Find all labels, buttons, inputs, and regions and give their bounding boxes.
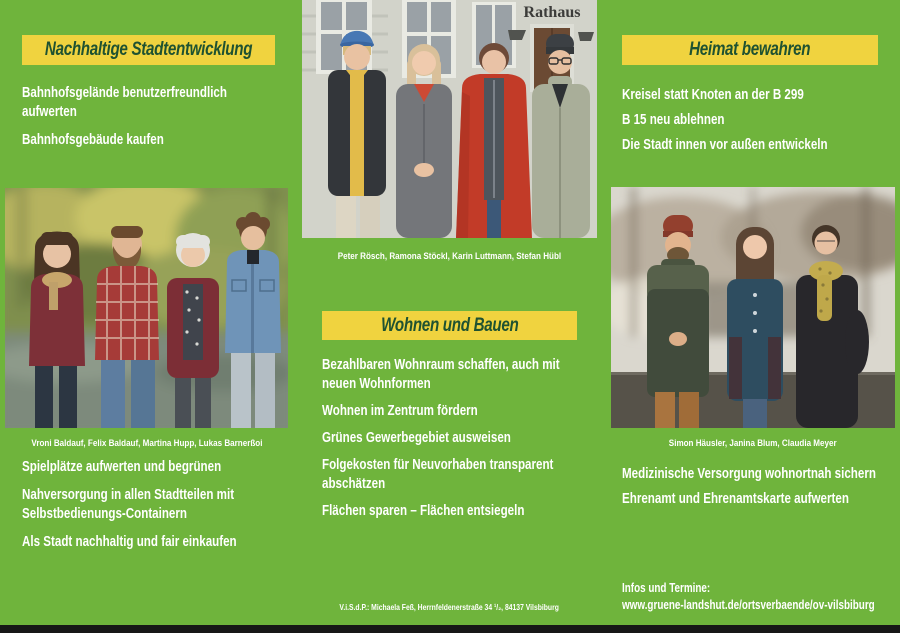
right-items-bottom (622, 465, 878, 515)
section-heading: Nachhaltige Stadtentwicklung (44, 39, 253, 60)
right-items-top (622, 86, 878, 161)
bottom-black-bar (0, 625, 900, 633)
left-items-bottom (22, 458, 278, 561)
section-heading: Wohnen und Bauen (380, 314, 519, 336)
imprint: V.i.S.d.P.: Michaela Feß, Herrnfeldenerstraße 34 ¹/₂, 84137 Vilsbiburg (339, 602, 560, 612)
photo-caption-left: Vroni Baldauf, Felix Baldauf, Martina Hupp, Lukas Barnerßoi (30, 438, 263, 449)
list-item: Grünes Gewerbegebiet ausweisen (322, 430, 511, 446)
middle-items (322, 356, 578, 529)
list-item: Wohnen im Zentrum fördern (322, 403, 478, 419)
list-item: Folgekosten für Neuvorhaben transparent abschätzen (322, 457, 554, 492)
list-item: Bahnhofsgebäude kaufen (22, 132, 164, 148)
photo-caption-middle: Peter Rösch, Ramona Stöckl, Karin Luttmann, Stefan Hübl (337, 251, 562, 262)
list-item: Medizinische Versorgung wohnortnah sichern (622, 466, 876, 482)
list-item: B 15 neu ablehnen (622, 112, 725, 128)
list-item: Ehrenamt und Ehrenamtskarte aufwerten (622, 491, 849, 507)
photo-left-team (5, 188, 288, 428)
photo-right-team (611, 187, 895, 428)
info-label: Infos und Termine: (622, 580, 711, 595)
photo-caption-right: Simon Häusler, Janina Blum, Claudia Meyer (669, 438, 837, 449)
list-item: Die Stadt innen vor außen entwickeln (622, 137, 828, 153)
photo-middle-illustration (302, 0, 597, 238)
section-heading: Heimat bewahren (689, 39, 811, 60)
photo-left-illustration (5, 188, 288, 428)
list-item: Als Stadt nachhaltig und fair einkaufen (22, 534, 237, 550)
list-item: Spielplätze aufwerten und begrünen (22, 459, 222, 475)
photo-right-illustration (611, 187, 895, 428)
info-url[interactable]: www.gruene-landshut.de/ortsverbaende/ov-vilsbiburg (622, 596, 875, 612)
photo-middle-team (302, 0, 597, 238)
section-banner-wohnen-und-bauen (322, 311, 577, 340)
section-banner-nachhaltige-stadtentwicklung (22, 35, 275, 65)
left-items-top (22, 84, 278, 159)
list-item: Flächen sparen – Flächen entsiegeln (322, 503, 525, 519)
info-block (622, 580, 884, 613)
list-item: Kreisel statt Knoten an der B 299 (622, 87, 804, 103)
list-item: Nahversorgung in allen Stadtteilen mit Selbstbedienungs-Containern (22, 487, 235, 522)
rathaus-sign: Rathaus (523, 4, 581, 21)
list-item: Bahnhofsgelände benutzerfreundlich aufwerten (22, 85, 227, 120)
list-item: Bezahlbaren Wohnraum schaffen, auch mit neuen Wohnformen (322, 357, 560, 392)
section-banner-heimat-bewahren (622, 35, 878, 65)
